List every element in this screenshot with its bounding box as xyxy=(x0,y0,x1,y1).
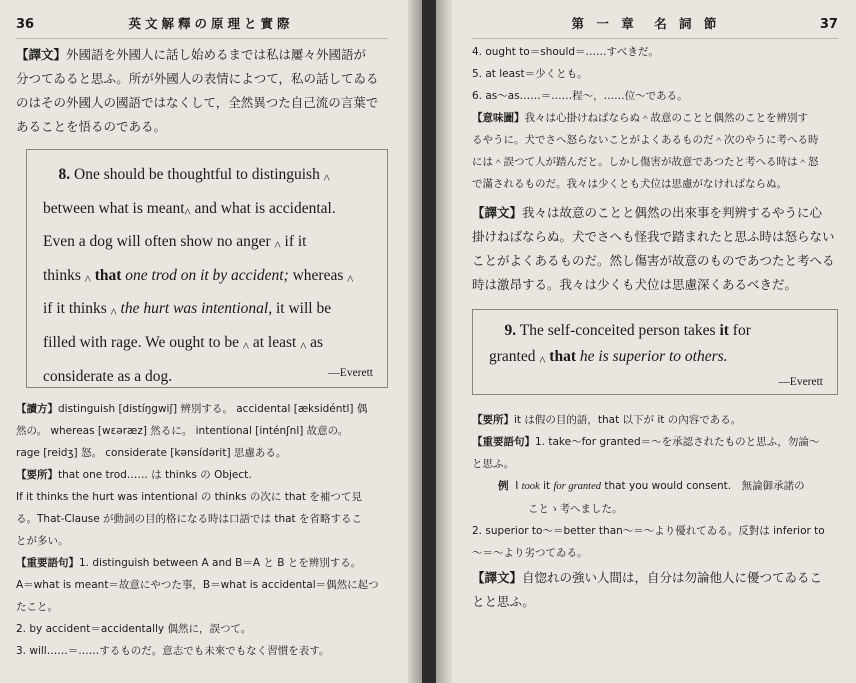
caret-mark: ^ xyxy=(274,238,281,254)
note-line: とが多い。 xyxy=(16,535,69,548)
running-title: 英文解釋の原理と實際 xyxy=(128,16,294,31)
book-gutter-left xyxy=(408,0,422,683)
page-header xyxy=(16,6,388,39)
caret-mark: ^ xyxy=(84,271,91,287)
passage-text: at least xyxy=(252,333,297,351)
item-line: 4. ought to＝should＝……すべきだ。 xyxy=(472,46,659,58)
example-text: it xyxy=(543,480,551,493)
translation-line: とと思ふ。 xyxy=(472,594,535,610)
translation-section xyxy=(472,201,838,297)
passage-text: Even a dog will often show no anger xyxy=(43,233,271,251)
notes-section xyxy=(472,409,838,475)
note-line: 1. take～for granted＝～を承認されたものと思ふ，勿論～ xyxy=(535,436,820,449)
example-text: I xyxy=(515,480,519,493)
passage-text: considerate as a dog. xyxy=(43,367,173,385)
translation-tag: 【譯文】 xyxy=(16,47,67,62)
caret-mark: ^ xyxy=(300,339,307,355)
page-number: 36 xyxy=(16,17,35,32)
passage-text: filled with rage. We ought to be xyxy=(43,333,240,351)
translation-tag: 【譯文】 xyxy=(472,570,523,586)
translation-line: 掛けねばならぬ。犬でさへも怪我で踏まれたと思ふ時は怒らない xyxy=(472,229,835,244)
example-label: 例 xyxy=(498,480,509,493)
note-line: that one trod…… は thinks の Object. xyxy=(58,469,252,482)
passage-italic: one trod on it by accident; xyxy=(125,266,289,284)
passage-text: The self-conceited person takes xyxy=(519,322,716,339)
book-gutter-right xyxy=(436,0,452,683)
note-line: 然の。 whereas [wɛəræz] 然るに。 intentional [inténʃnl] 故意の。 xyxy=(16,425,349,438)
left-page xyxy=(0,0,408,683)
translation-line: のはその外國人の國語ではなくして，全然異つた自己流の言葉で xyxy=(16,95,379,110)
translation-line: あることを悟るのである。 xyxy=(16,119,167,134)
translation-line: 自惚れの強い人間は，自分は勿論他人に優つてゐるこ xyxy=(522,570,823,586)
example-text: that you would consent. 無論御承諾の xyxy=(604,480,805,493)
english-passage-8 xyxy=(26,149,388,388)
note-tag: 【讀方】 xyxy=(16,403,58,416)
item-line: 5. at least＝少くとも。 xyxy=(472,68,588,80)
page-header xyxy=(472,6,838,39)
translation-line: 分つてゐると思ふ。所が外國人の表情によつて，私の話してゐる xyxy=(16,71,379,86)
passage-number: 8. xyxy=(58,166,71,183)
note-line: と思ふ。 xyxy=(472,458,515,471)
passage-italic: the hurt was intentional, xyxy=(120,300,273,318)
passage-attribution: —Everett xyxy=(778,376,823,389)
translation-line: 我々は故意のことと偶然の出來事を判辨するやうに心 xyxy=(522,205,823,220)
passage-text: if it thinks xyxy=(43,300,107,318)
passage-text: and what is accidental. xyxy=(194,199,336,217)
note-line: rage [reidʒ] 怒。 considerate [kənsídərit] 思慮ある。 xyxy=(16,447,287,460)
translation-line: 時は激昂する。我々は少くも犬位は思慮深くあるべきだ。 xyxy=(472,277,798,292)
meaning-section xyxy=(472,107,838,195)
notes-section xyxy=(16,398,388,662)
passage-text: as xyxy=(310,333,324,351)
translation-line: 外國語を外國人に話し始めるまでは私は屢々外國語が xyxy=(66,47,367,62)
passage-italic: he is superior to others. xyxy=(579,348,728,365)
final-translation xyxy=(472,566,838,614)
passage-text: thinks xyxy=(43,266,81,284)
items-section xyxy=(472,41,838,107)
passage-text: if it xyxy=(284,233,307,251)
note-line: A＝what is meant＝故意にやつた事，B＝what is accidental＝偶然に起つ xyxy=(16,579,379,592)
meaning-line: 我々は心掛けねばならぬ＾故意のことと偶然のことを辨別す xyxy=(524,112,808,124)
note-line: 1. distinguish between A and B＝A と B とを辨別する。 xyxy=(79,557,362,570)
passage-number: 9. xyxy=(504,322,517,339)
page-number: 37 xyxy=(819,17,838,32)
passage-text: granted xyxy=(489,348,536,365)
passage-keyword: that xyxy=(549,348,576,365)
book-spine xyxy=(422,0,436,683)
meaning-line: るやうに。犬でさへ怒らないことがよくあるものだ＾次のやうに考へる時 xyxy=(472,134,819,146)
note-line: る。That-Clause が動詞の目的格になる時は口語では that を省略するこ xyxy=(16,513,363,526)
caret-mark: ^ xyxy=(110,305,117,321)
passage-keyword: that xyxy=(94,266,122,284)
note-tag: 【重要語句】 xyxy=(16,557,79,570)
passage-text: One should be thoughtful to distinguish xyxy=(74,166,320,183)
meaning-line: で滿されるものだ。我々は少くとも犬位は思慮がなければならぬ。 xyxy=(472,178,787,190)
note-line: 3. will……＝……するものだ。意志でも未來でもなく習慣を表す。 xyxy=(16,645,330,658)
item-line: 6. as～as……＝……程～，……位～である。 xyxy=(472,90,688,102)
passage-text: between what is meant xyxy=(43,199,185,217)
note-tag: 【要所】 xyxy=(472,414,514,427)
note-line: ～＝～より劣つてゐる。 xyxy=(472,547,588,560)
note-tag: 【要所】 xyxy=(16,469,58,482)
note-line: it は假の目的語，that 以下が it の內容である。 xyxy=(514,414,742,427)
passage-text: it will be xyxy=(275,300,332,318)
chapter-title: 第 一 章 名 詞 節 xyxy=(571,16,721,31)
note-line: たこと。 xyxy=(16,601,58,614)
example-italic: for granted xyxy=(553,481,601,493)
right-page xyxy=(452,0,856,683)
example-italic: took xyxy=(521,481,540,493)
passage-attribution: —Everett xyxy=(328,367,373,380)
intro-translation xyxy=(16,43,388,139)
passage-keyword: it xyxy=(719,322,729,339)
caret-mark: ^ xyxy=(347,271,354,287)
meaning-tag: 【意味圖】 xyxy=(472,112,525,124)
passage-text: for xyxy=(732,322,751,339)
caret-mark: ^ xyxy=(539,353,546,369)
english-passage-9 xyxy=(472,309,838,395)
example-text: ことゝ考へました。 xyxy=(528,503,623,516)
meaning-line: には＾誤つて人が踏んだと。しかし傷害が故意であつたと考へる時は＾怒 xyxy=(472,156,819,168)
note-tag: 【重要語句】 xyxy=(472,436,535,449)
note-line: distinguish [distíŋgwiʃ] 辨別する。 accidental [æksidéntl] 偶 xyxy=(58,403,368,416)
caret-mark: ^ xyxy=(184,204,191,220)
passage-text: whereas xyxy=(292,266,344,284)
example-sentence xyxy=(472,475,838,520)
note-line: 2. superior to～＝better than～＝～より優れてゐる。反對は inferior to xyxy=(472,525,825,538)
caret-mark: ^ xyxy=(242,339,249,355)
caret-mark: ^ xyxy=(323,171,330,187)
note-line: If it thinks the hurt was intentional の thinks の次に that を補つて見 xyxy=(16,491,362,504)
translation-line: ことがよくあるものだ。然し傷害が故意のものであつたと考へる xyxy=(472,253,835,268)
note-line: 2. by accident＝accidentally 偶然に，誤つて。 xyxy=(16,623,252,636)
notes-section-2 xyxy=(472,520,838,564)
translation-tag: 【譯文】 xyxy=(472,205,523,220)
